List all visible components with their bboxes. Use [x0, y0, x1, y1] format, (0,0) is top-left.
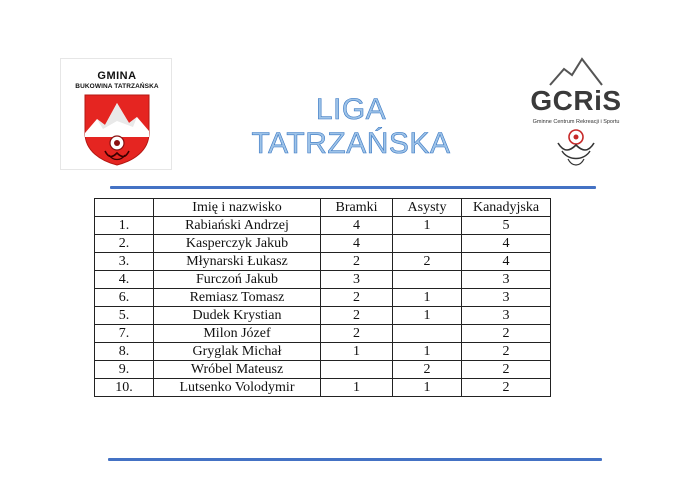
cell-name: Rabiański Andrzej — [154, 217, 321, 235]
cell-goals: 1 — [321, 379, 393, 397]
cell-assists: 1 — [393, 289, 462, 307]
bottom-rule — [108, 458, 602, 461]
cell-assists — [393, 235, 462, 253]
table-row — [95, 307, 551, 325]
table-row — [95, 235, 551, 253]
cell-number: 7. — [95, 325, 154, 343]
mountain-icon — [548, 57, 604, 87]
cell-goals: 1 — [321, 343, 393, 361]
cell-name: Młynarski Łukasz — [154, 253, 321, 271]
cell-goals: 3 — [321, 271, 393, 289]
table-row — [95, 217, 551, 235]
cell-number: 10. — [95, 379, 154, 397]
cell-number: 9. — [95, 361, 154, 379]
cell-goals: 4 — [321, 217, 393, 235]
cell-name: Lutsenko Volodymir — [154, 379, 321, 397]
table-row — [95, 289, 551, 307]
cell-name: Remiasz Tomasz — [154, 289, 321, 307]
cell-name: Wróbel Mateusz — [154, 361, 321, 379]
cell-number: 3. — [95, 253, 154, 271]
header-assists: Asysty — [393, 199, 462, 217]
gcris-logo-subtitle: Gminne Centrum Rekreacji i Sportu — [532, 119, 620, 125]
cell-assists: 1 — [393, 343, 462, 361]
header-points: Kanadyjska — [462, 199, 551, 217]
cell-points: 2 — [462, 361, 551, 379]
table-row — [95, 271, 551, 289]
cell-goals: 2 — [321, 253, 393, 271]
cell-assists: 1 — [393, 217, 462, 235]
scorers-table — [94, 198, 551, 397]
table-header-row — [95, 199, 551, 217]
table-row — [95, 253, 551, 271]
cell-number: 8. — [95, 343, 154, 361]
gmina-logo-subtitle: BUKOWINA TATRZAŃSKA — [75, 83, 159, 90]
cell-name: Kasperczyk Jakub — [154, 235, 321, 253]
cell-number: 4. — [95, 271, 154, 289]
cell-name: Milon Józef — [154, 325, 321, 343]
header-number — [95, 199, 154, 217]
cell-goals: 4 — [321, 235, 393, 253]
cell-goals: 2 — [321, 325, 393, 343]
cell-number: 1. — [95, 217, 154, 235]
cell-points: 3 — [462, 307, 551, 325]
cell-name: Dudek Krystian — [154, 307, 321, 325]
header-goals: Bramki — [321, 199, 393, 217]
cell-name: Gryglak Michał — [154, 343, 321, 361]
cell-assists: 2 — [393, 361, 462, 379]
cell-name: Furczoń Jakub — [154, 271, 321, 289]
cell-assists — [393, 325, 462, 343]
cell-assists: 1 — [393, 379, 462, 397]
cell-number: 5. — [95, 307, 154, 325]
cell-number: 6. — [95, 289, 154, 307]
gcris-logo-name: GCRiS — [530, 85, 622, 116]
gcris-logo — [520, 55, 632, 171]
cell-assists: 2 — [393, 253, 462, 271]
cell-assists: 1 — [393, 307, 462, 325]
gmina-logo — [60, 58, 172, 170]
coat-of-arms-icon — [83, 93, 151, 167]
table-row — [95, 325, 551, 343]
page-title: LIGA TATRZAŃSKA — [251, 93, 451, 160]
cell-points: 3 — [462, 271, 551, 289]
cell-points: 2 — [462, 325, 551, 343]
cell-points: 2 — [462, 343, 551, 361]
header-name: Imię i nazwisko — [154, 199, 321, 217]
gmina-logo-title: GMINA — [97, 70, 137, 82]
cell-points: 4 — [462, 235, 551, 253]
table-row — [95, 379, 551, 397]
cell-points: 3 — [462, 289, 551, 307]
cell-assists — [393, 271, 462, 289]
top-rule — [110, 186, 596, 189]
cell-points: 4 — [462, 253, 551, 271]
cell-goals — [321, 361, 393, 379]
cell-goals: 2 — [321, 289, 393, 307]
table-row — [95, 361, 551, 379]
cell-points: 2 — [462, 379, 551, 397]
cell-goals: 2 — [321, 307, 393, 325]
table-row — [95, 343, 551, 361]
ornament-icon — [552, 127, 600, 169]
cell-number: 2. — [95, 235, 154, 253]
cell-points: 5 — [462, 217, 551, 235]
